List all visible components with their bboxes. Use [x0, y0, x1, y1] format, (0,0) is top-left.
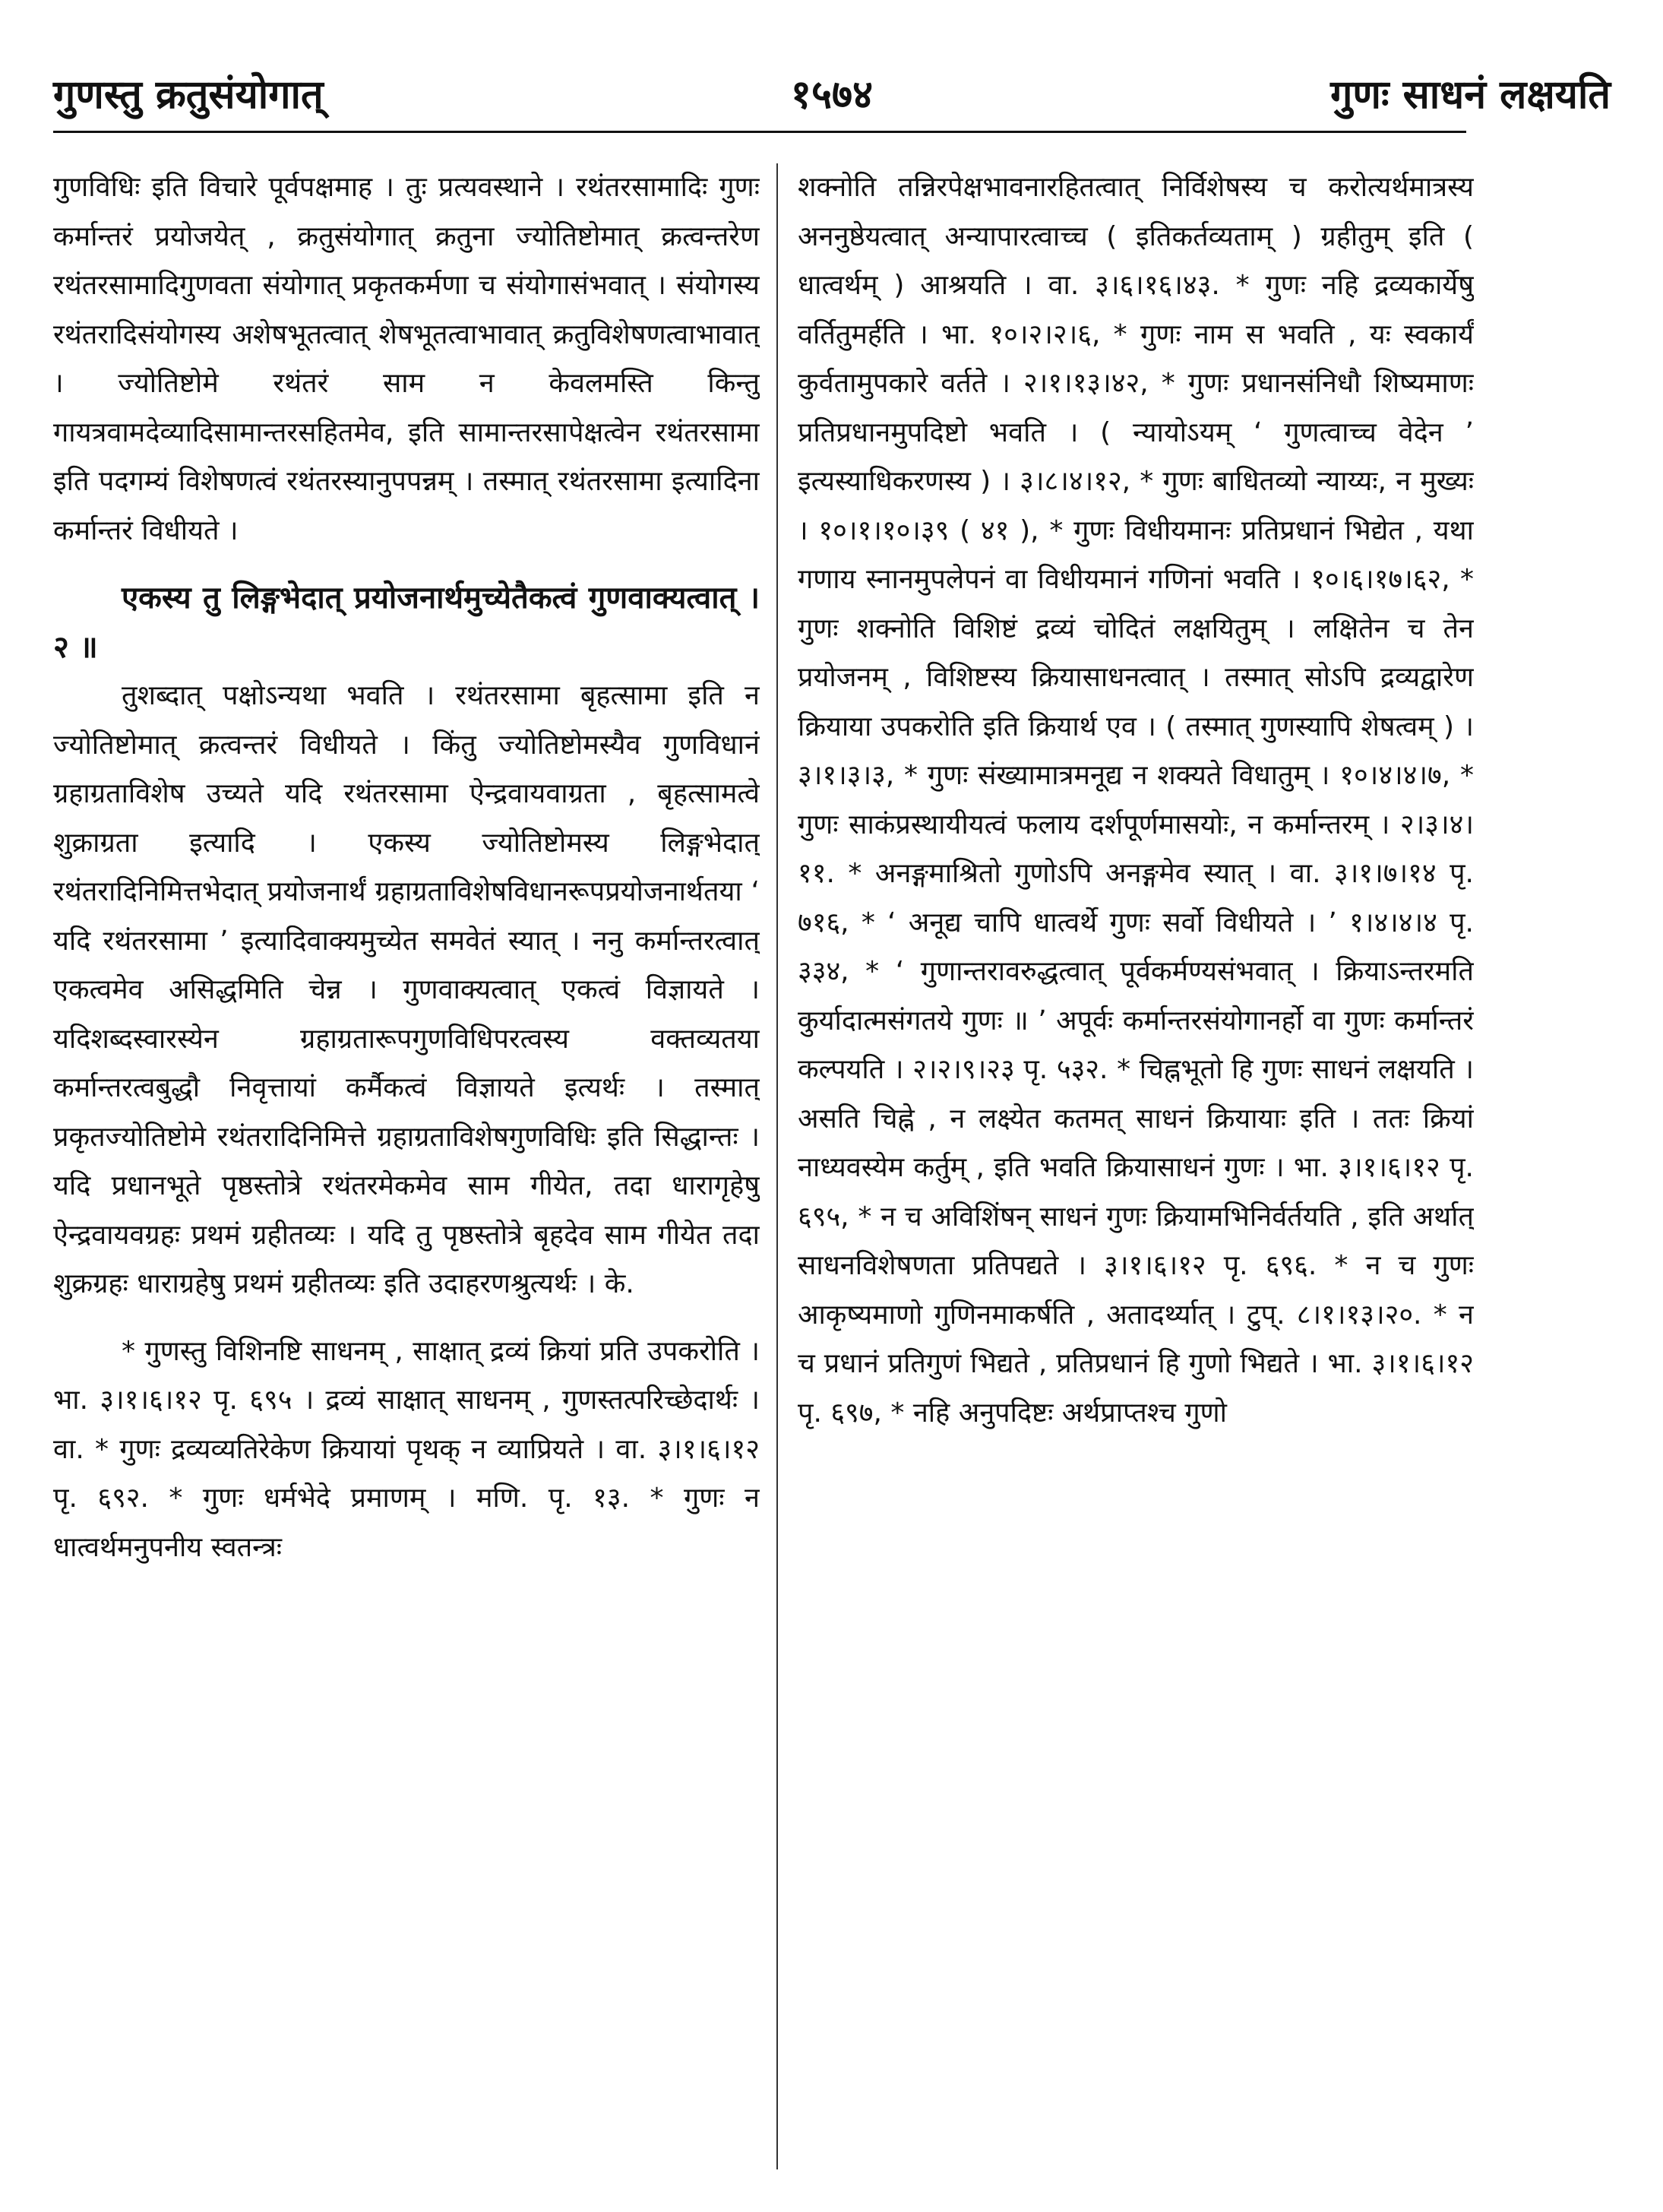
- right-column: [798, 163, 1474, 2185]
- column-divider: [776, 163, 778, 2169]
- left-paragraph-2: तुशब्दात् पक्षोऽन्यथा भवति । रथंतरसामा बृहत्सामा इति न ज्योतिष्टोमात् क्रत्वन्तरं विधीयते । किंतु ज्योतिष्टोमस्यैव गुणविधानं ग्रहाग्रताविशेष उच्यते यदि रथंतरसामा ऐन्द्रवायवाग्रता , बृहत्सामत्वे शुक्राग्रता इत्यादि । एकस्य ज्योतिष्टोमस्य लिङ्गभेदात् रथंतरादिनिमित्तभेदात् प्रयोजनार्थं ग्रहाग्रताविशेषविधानरूपप्रयोजनार्थतया ‘ यदि रथंतरसामा ’ इत्यादिवाक्यमुच्येत समवेतं स्यात् । ननु कर्मान्तरत्वात् एकत्वमेव असिद्धमिति चेन्न । गुणवाक्यत्वात् एकत्वं विज्ञायते । यदिशब्दस्वारस्येन ग्रहाग्रतारूपगुणविधिपरत्वस्य वक्तव्यतया कर्मान्तरत्वबुद्धौ निवृत्तायां कर्मैकत्वं विज्ञायते इत्यर्थः । तस्मात् प्रकृतज्योतिष्टोमे रथंतरादिनिमित्ते ग्रहाग्रताविशेषगुणविधिः इति सिद्धान्तः । यदि प्रधानभूते पृष्ठस्तोत्रे रथंतरमेकमेव साम गीयेत, तदा धारागृहेषु ऐन्द्रवायवग्रहः प्रथमं ग्रहीतव्यः । यदि तु पृष्ठस्तोत्रे बृहदेव साम गीयेत तदा शुक्रग्रहः धाराग्रहेषु प्रथमं ग्रहीतव्यः इति उदाहरणश्रुत्यर्थः । के.: [53, 680, 760, 1299]
- page-header: [53, 61, 1611, 129]
- header-left-catchword: गुणस्तु क्रतुसंयोगात्: [53, 72, 324, 118]
- sutra-text: एकस्य तु लिङ्गभेदात् प्रयोजनार्थमुच्येतैकत्वं गुणवाक्यत्वात् । २ ॥: [53, 581, 760, 665]
- page-number: १५७४: [790, 72, 874, 118]
- header-rule: [53, 131, 1466, 133]
- left-paragraph-1: गुणविधिः इति विचारे पूर्वपक्षमाह । तुः प्रत्यवस्थाने । रथंतरसामादिः गुणः कर्मान्तरं प्रयोजयेत् , क्रतुसंयोगात् क्रतुना ज्योतिष्टोमात् क्रत्वन्तरेण रथंतरसामादिगुणवता संयोगात् प्रकृतकर्मणा च संयोगासंभवात् । संयोगस्य रथंतरादिसंयोगस्य अशेषभूतत्वात् शेषभूतत्वाभावात् क्रतुविशेषणत्वाभावात् । ज्योतिष्टोमे रथंतरं साम न केवलमस्ति किन्तु गायत्रवामदेव्यादिसामान्तरसहितमेव, इति सामान्तरसापेक्षत्वेन रथंतरसामा इति पदगम्यं विशेषणत्वं रथंतरस्यानुपपन्नम् । तस्मात् रथंतरसामा इत्यादिना कर्मान्तरं विधीयते ।: [53, 172, 760, 546]
- left-paragraph-3: * गुणस्तु विशिनष्टि साधनम् , साक्षात् द्रव्यं क्रियां प्रति उपकरोति । भा. ३।१।६।१२ पृ. ६९५ । द्रव्यं साक्षात् साधनम् , गुणस्तत्परिच्छेदार्थः । वा. * गुणः द्रव्यव्यतिरेकेण क्रियायां पृथक् न व्याप्रियते । वा. ३।१।६।१२ पृ. ६९२. * गुणः धर्मभेदे प्रमाणम् । मणि. पृ. १३. * गुणः न धात्वर्थमनुपनीय स्वतन्त्रः: [53, 1335, 760, 1563]
- left-column: [53, 163, 760, 2185]
- header-right-catchword: गुणः साधनं लक्षयति: [1330, 72, 1611, 118]
- right-paragraph-1: शक्नोति तन्निरपेक्षभावनारहितत्वात् निर्विशेषस्य च करोत्यर्थमात्रस्य अननुष्ठेयत्वात् अन्यापारत्वाच्च ( इतिकर्तव्यताम् ) ग्रहीतुम् इति ( धात्वर्थम् ) आश्रयति । वा. ३।६।१६।४३. * गुणः नहि द्रव्यकार्येषु वर्तितुमर्हति । भा. १०।२।२।६, * गुणः नाम स भवति , यः स्वकार्यं कुर्वतामुपकारे वर्तते । २।१।१३।४२, * गुणः प्रधानसंनिधौ शिष्यमाणः प्रतिप्रधानमुपदिष्टो भवति । ( न्यायोऽयम् ‘ गुणत्वाच्च वेदेन ’ इत्यस्याधिकरणस्य ) । ३।८।४।१२, * गुणः बाधितव्यो न्याय्यः, न मुख्यः । १०।१।१०।३९ ( ४१ ), * गुणः विधीयमानः प्रतिप्रधानं भिद्येत , यथा गणाय स्नानमुपलेपनं वा विधीयमानं गणिनां भवति । १०।६।१७।६२, * गुणः शक्नोति विशिष्टं द्रव्यं चोदितं लक्षयितुम् । लक्षितेन च तेन प्रयोजनम् , विशिष्टस्य क्रियासाधनत्वात् । तस्मात् सोऽपि द्रव्यद्वारेण क्रियाया उपकरोति इति क्रियार्थ एव । ( तस्मात् गुणस्यापि शेषत्वम् ) । ३।१।३।३, * गुणः संख्यामात्रमनूद्य न शक्यते विधातुम् । १०।४।४।७, * गुणः साकंप्रस्थायीयत्वं फलाय दर्शपूर्णमासयोः, न कर्मान्तरम् । २।३।४।११. * अनङ्गमाश्रितो गुणोऽपि अनङ्गमेव स्यात् । वा. ३।१।७।१४ पृ. ७१६, * ‘ अनूद्य चापि धात्वर्थे गुणः सर्वो विधीयते । ’ १।४।४।४ पृ. ३३४, * ‘ गुणान्तरावरुद्धत्वात् पूर्वकर्मण्यसंभवात् । क्रियाऽन्तरमति कुर्यादात्मसंगतये गुणः ॥ ’ अपूर्वः कर्मान्तरसंयोगानर्हो वा गुणः कर्मान्तरं कल्पयति । २।२।९।२३ पृ. ५३२. * चिह्नभूतो हि गुणः साधनं लक्षयति । असति चिह्ने , न लक्ष्येत कतमत् साधनं क्रियायाः इति । ततः क्रियां नाध्यवस्येम कर्तुम् , इति भवति क्रियासाधनं गुणः । भा. ३।१।६।१२ पृ. ६९५, * न च अविशिंषन् साधनं गुणः क्रियामभिनिर्वर्तयति , इति अर्थात् साधनविशेषणता प्रतिपद्यते । ३।१।६।१२ पृ. ६९६. * न च गुणः आकृष्यमाणो गुणिनमाकर्षति , अतादर्थ्यात् । टुप्. ८।१।१३।२०. * न च प्रधानं प्रतिगुणं भिद्यते , प्रतिप्रधानं हि गुणो भिद्यते । भा. ३।१।६।१२ पृ. ६९७, * नहि अनुपदिष्टः अर्थप्राप्तश्च गुणो: [798, 172, 1474, 1429]
